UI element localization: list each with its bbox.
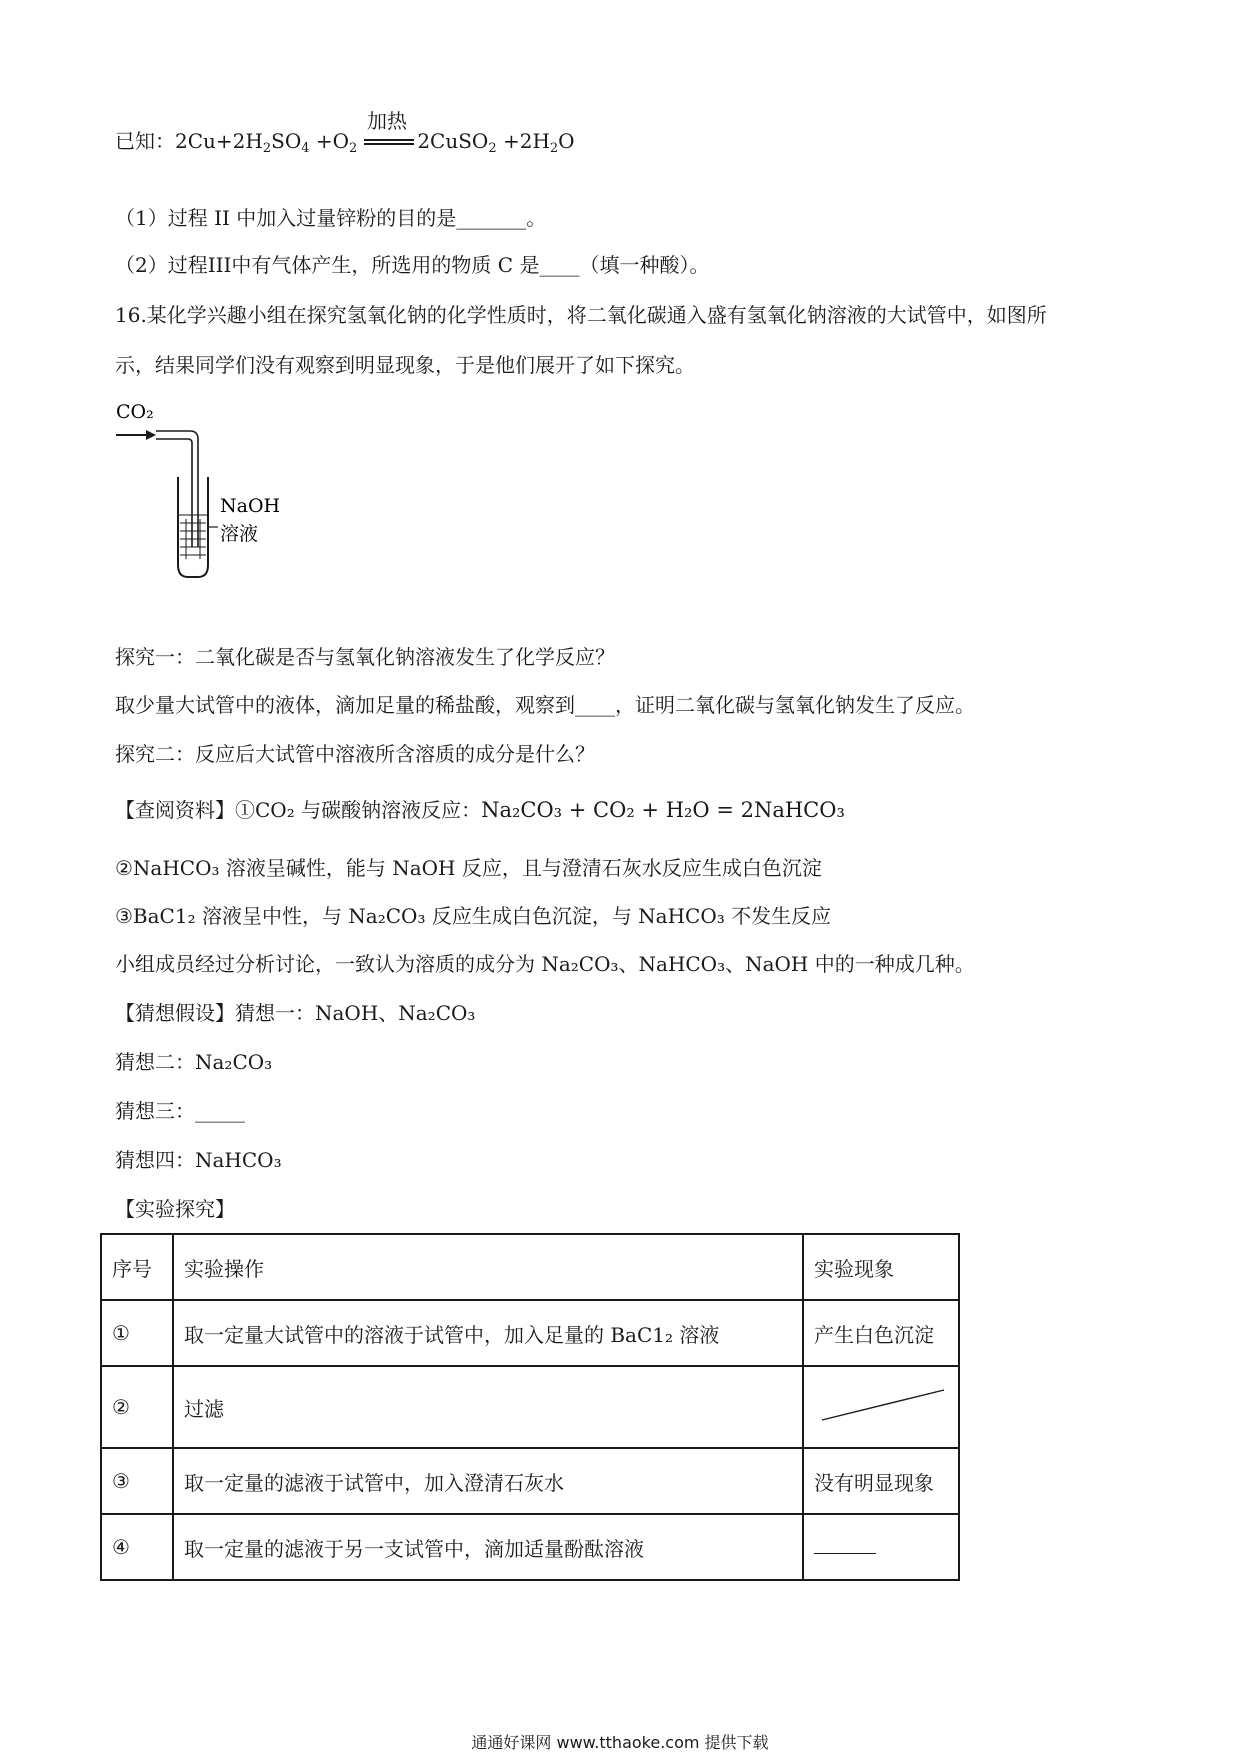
hypothesis-4: 猜想四：NaHCO₃ xyxy=(115,1148,282,1172)
experiment-title: 【实验探究】 xyxy=(115,1197,235,1221)
solution-label-1: NaOH xyxy=(220,495,281,517)
page-footer: 通通好课网 www.tthaoke.com 提供下载 xyxy=(471,1733,769,1752)
equation-lhs: $2Cu+2H_2SO_4 +O_2$ xyxy=(175,129,358,156)
header-result: 实验现象 xyxy=(803,1234,959,1300)
row-no: ③ xyxy=(101,1448,173,1514)
header-operation: 实验操作 xyxy=(173,1234,803,1300)
inquiry-one-title: 探究一：二氧化碳是否与氢氧化钠溶液发生了化学反应？ xyxy=(115,645,615,669)
reaction-condition: 加热 xyxy=(367,109,407,133)
table-row xyxy=(101,1448,959,1514)
reaction-equals-sign xyxy=(364,139,414,145)
arrow-head-icon xyxy=(146,430,156,440)
question-2: （2）过程III中有气体产生，所选用的物质 C 是____（填一种酸）。 xyxy=(115,253,710,277)
known-prefix: 已知： xyxy=(115,129,175,153)
inquiry-two-title: 探究二：反应后大试管中溶液所含溶质的成分是什么？ xyxy=(115,742,595,766)
table-row xyxy=(101,1300,959,1366)
row-operation: 取一定量的滤液于试管中，加入澄清石灰水 xyxy=(173,1448,803,1514)
row-operation: 取一定量的滤液于另一支试管中，滴加适量酚酞溶液 xyxy=(173,1514,803,1580)
problem-16-intro-1: 16.某化学兴趣小组在探究氢氧化钠的化学性质时，将二氧化碳通入盛有氢氧化钠溶液的大试管中，如图所 xyxy=(115,303,1047,327)
header-no: 序号 xyxy=(101,1234,173,1300)
answer-blank xyxy=(814,1535,876,1554)
row-result: 产生白色沉淀 xyxy=(803,1300,959,1366)
table-header-row xyxy=(101,1234,959,1300)
row-no: ① xyxy=(101,1300,173,1366)
known-equation xyxy=(115,127,575,155)
reference-item-3: ③BaC1₂ 溶液呈中性，与 Na₂CO₃ 反应生成白色沉淀，与 NaHCO₃ 不发生反应 xyxy=(115,904,832,928)
row-result-slash-cell xyxy=(803,1366,959,1448)
row-result: 没有明显现象 xyxy=(803,1448,959,1514)
diagonal-slash-line xyxy=(814,1380,948,1430)
reference-conclusion: 小组成员经过分析讨论，一致认为溶质的成分为 Na₂CO₃、NaHCO₃、NaOH 中的一种成几种。 xyxy=(115,952,975,976)
solution-liquid xyxy=(178,515,208,559)
table-row xyxy=(101,1366,959,1448)
row-no: ④ xyxy=(101,1514,173,1580)
hypothesis-1: 【猜想假设】猜想一：NaOH、Na₂CO₃ xyxy=(115,1001,476,1025)
reference-equation: Na₂CO₃ + CO₂ + H₂O = 2NaHCO₃ xyxy=(481,798,845,822)
hypothesis-2: 猜想二：Na₂CO₃ xyxy=(115,1050,273,1074)
problem-16-intro-2: 示，结果同学们没有观察到明显现象，于是他们展开了如下探究。 xyxy=(115,353,695,377)
inquiry-one-text: 取少量大试管中的液体，滴加足量的稀盐酸，观察到____，证明二氧化碳与氢氧化钠发生了反应。 xyxy=(115,693,975,717)
equation-rhs: 2CuSO$_2$ $+2H_2O$ xyxy=(417,129,575,156)
test-tube-figure xyxy=(108,395,298,585)
row-no: ② xyxy=(101,1366,173,1448)
reference-line-1 xyxy=(115,796,845,824)
solution-label-2: 溶液 xyxy=(220,523,259,545)
table-row xyxy=(101,1514,959,1580)
experiment-table xyxy=(100,1233,960,1581)
reference-head: 【查阅资料】①CO₂ 与碳酸钠溶液反应： xyxy=(115,798,482,822)
reference-item-2: ②NaHCO₃ 溶液呈碱性，能与 NaOH 反应，且与澄清石灰水反应生成白色沉淀 xyxy=(115,856,822,880)
row-operation: 过滤 xyxy=(173,1366,803,1448)
row-result-blank xyxy=(803,1514,959,1580)
question-1: （1）过程 II 中加入过量锌粉的目的是_______。 xyxy=(115,206,547,230)
test-tube xyxy=(178,477,208,577)
row-operation: 取一定量大试管中的溶液于试管中，加入足量的 BaC1₂ 溶液 xyxy=(173,1300,803,1366)
hypothesis-3: 猜想三：_____ xyxy=(115,1099,245,1123)
gas-label: CO₂ xyxy=(116,401,154,423)
